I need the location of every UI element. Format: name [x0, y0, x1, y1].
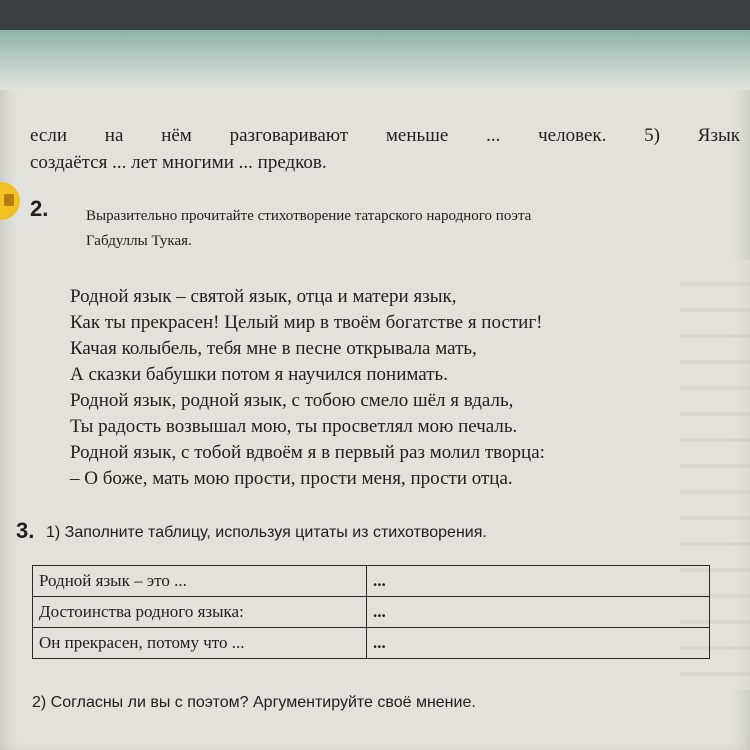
intro-word: меньше: [385, 125, 449, 146]
task-3-number: 3.: [16, 518, 35, 543]
poem-line: Как ты прекрасен! Целый мир в твоём богатстве я постиг!: [70, 312, 543, 333]
task-3-question-2: 2) Согласны ли вы с поэтом? Аргументируйте своё мнение.: [32, 694, 476, 711]
table-cell-label: Он прекрасен, потому что ...: [33, 628, 367, 659]
poem-line: Ты радость возвышал мою, ты просветлял мою печаль.: [70, 416, 518, 437]
table-cell-answer: ...: [367, 566, 710, 597]
poem-line: Родной язык, с тобой вдвоём я в первый раз молил творца:: [70, 442, 545, 463]
table-row: [33, 597, 710, 628]
poem-line: Родной язык, родной язык, с тобою смело шёл я вдаль,: [70, 390, 514, 411]
table-row: [33, 566, 710, 597]
table-cell-answer: ...: [367, 597, 710, 628]
intro-word: если: [30, 125, 67, 146]
intro-word: 5): [644, 125, 660, 146]
task-2-number: 2.: [30, 196, 49, 221]
page-top-band: [0, 30, 750, 90]
intro-line-1: [30, 122, 740, 149]
poem-line: А сказки бабушки потом я научился понимать.: [70, 364, 448, 385]
task-3-instruction: 1) Заполните таблицу, используя цитаты из стихотворения.: [46, 524, 487, 541]
intro-word: человек.: [538, 125, 607, 146]
poem-line: – О боже, мать мою прости, прости меня, прости отца.: [70, 468, 513, 489]
poem: [70, 284, 750, 492]
table-cell-label: Родной язык – это ...: [33, 566, 367, 597]
intro-word: разговаривают: [229, 125, 349, 146]
intro-word: нём: [161, 125, 192, 146]
intro-paragraph: [30, 122, 740, 176]
task-2-instruction: [86, 204, 746, 254]
intro-word: Язык: [697, 125, 740, 146]
poem-line: Родной язык – святой язык, отца и матери язык,: [70, 286, 457, 307]
intro-word: ...: [486, 125, 501, 146]
table-cell-answer: ...: [367, 628, 710, 659]
intro-line-2: создаётся ... лет многими ... предков.: [30, 152, 327, 173]
quote-table: [32, 565, 710, 659]
intro-word: на: [104, 125, 124, 146]
table-cell-label: Достоинства родного языка:: [33, 597, 367, 628]
table-row: [33, 628, 710, 659]
task-2-line-2: Габдуллы Тукая.: [86, 233, 192, 249]
task-2-line-1: Выразительно прочитайте стихотворение татарского народного поэта: [86, 208, 532, 224]
poem-line: Качая колыбель, тебя мне в песне открывала мать,: [70, 338, 477, 359]
